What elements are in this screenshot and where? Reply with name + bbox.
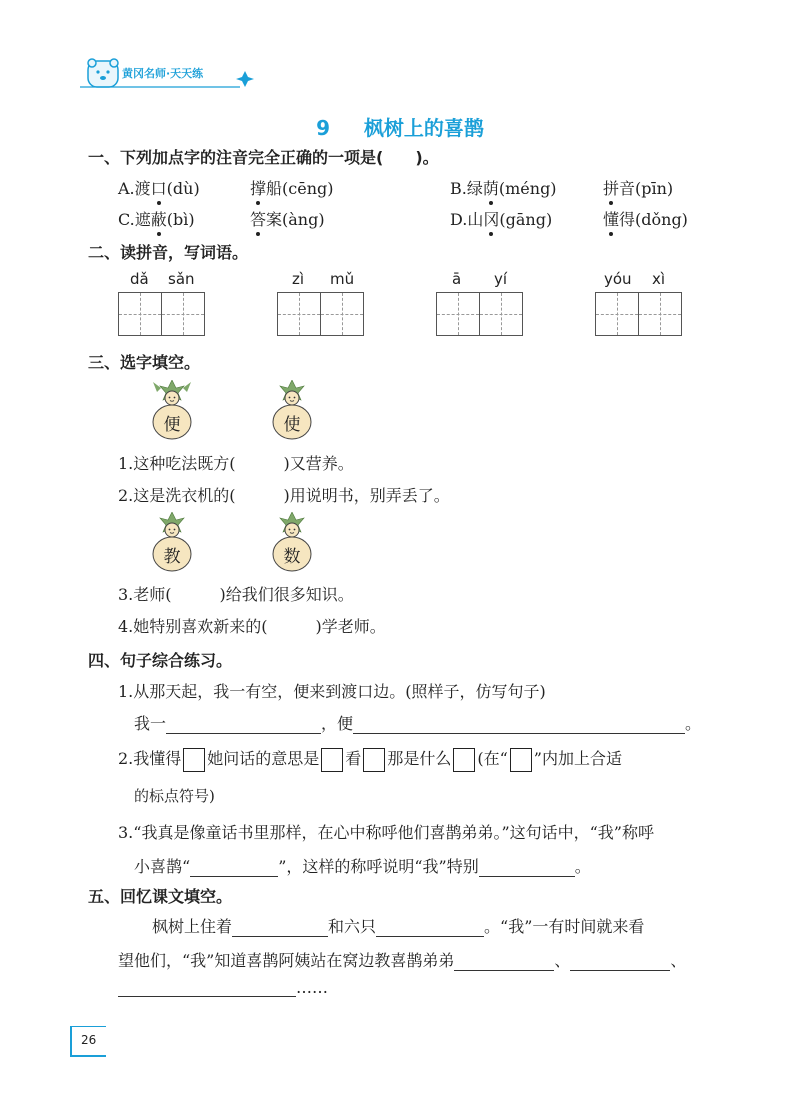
brand-text: 黄冈名师·天天练 bbox=[122, 67, 204, 80]
s3-question-2[interactable]: 2.这是洗衣机的( )用说明书，别弄丢了。 bbox=[118, 486, 450, 505]
writing-grid-2[interactable] bbox=[277, 292, 364, 336]
pinyin-4a: yóu bbox=[604, 270, 632, 288]
gourd-char: 数 bbox=[283, 547, 301, 567]
gourd-option-shu bbox=[267, 512, 317, 574]
page-number: 26 bbox=[81, 1033, 97, 1047]
blank-line bbox=[570, 954, 670, 971]
s5-line-1[interactable]: 枫树上住着 和六只 。“我”一有时间就来看 bbox=[152, 917, 645, 936]
blank-line bbox=[479, 860, 575, 877]
option-c-word2: 答案(àng) bbox=[250, 210, 325, 229]
pinyin-2b: mǔ bbox=[330, 270, 355, 288]
pinyin-2a: zì bbox=[292, 270, 305, 288]
pinyin-1b: sǎn bbox=[168, 270, 195, 288]
writing-grid-3[interactable] bbox=[436, 292, 523, 336]
option-d-word2: 懂得(dǒng) bbox=[603, 210, 688, 229]
s4-question-2[interactable]: 2.我懂得 她问话的意思是 看 那是什么 (在“ ”内加上合适 bbox=[118, 746, 622, 772]
option-b-word2: 拼音(pīn) bbox=[603, 179, 674, 198]
section1-heading: 一、下列加点字的注音完全正确的一项是( )。 bbox=[88, 148, 439, 167]
gourd-char: 使 bbox=[283, 415, 301, 435]
s4-question-3: 3.“我真是像童话书里那样，在心中称呼他们喜鹊弟弟。”这句话中，“我”称呼 bbox=[118, 823, 654, 842]
option-d[interactable]: D.山冈(gāng) bbox=[450, 210, 553, 229]
s5-line-2[interactable]: 望他们，“我”知道喜鹊阿姨站在窝边教喜鹊弟弟 、 、 bbox=[118, 951, 687, 970]
section4-heading: 四、句子综合练习。 bbox=[88, 651, 233, 670]
s3-question-4[interactable]: 4.她特别喜欢新来的( )学老师。 bbox=[118, 617, 386, 636]
writing-grid-1[interactable] bbox=[118, 292, 205, 336]
section3-heading: 三、选字填空。 bbox=[88, 353, 201, 372]
s4-question-1: 1.从那天起，我一有空，便来到渡口边。(照样子，仿写句子) bbox=[118, 682, 546, 701]
page-number-frame bbox=[70, 1026, 106, 1057]
gourd-option-bian bbox=[147, 380, 197, 442]
punctuation-box bbox=[453, 748, 475, 772]
s4-q3-answer[interactable]: 小喜鹊“ ”，这样的称呼说明“我”特别 。 bbox=[134, 857, 591, 876]
s3-question-3[interactable]: 3.老师( )给我们很多知识。 bbox=[118, 585, 354, 604]
blank-line bbox=[232, 920, 328, 937]
option-b[interactable]: B.绿荫(méng) bbox=[450, 179, 557, 198]
lesson-number: 9 bbox=[316, 116, 330, 140]
punctuation-box bbox=[321, 748, 343, 772]
punctuation-box-sample bbox=[510, 748, 532, 772]
pinyin-3a: ā bbox=[452, 270, 462, 288]
blank-line bbox=[353, 717, 685, 734]
gourd-option-jiao bbox=[147, 512, 197, 574]
option-a[interactable]: A.渡口(dù) bbox=[118, 179, 200, 198]
page-title bbox=[0, 112, 800, 141]
s3-question-1[interactable]: 1.这种吃法既方( )又营养。 bbox=[118, 454, 354, 473]
gourd-char: 便 bbox=[163, 415, 181, 435]
punctuation-box bbox=[363, 748, 385, 772]
blank-line bbox=[166, 717, 321, 734]
section5-heading: 五、回忆课文填空。 bbox=[88, 887, 233, 906]
writing-grid-4[interactable] bbox=[595, 292, 682, 336]
blank-line bbox=[376, 920, 484, 937]
s4-question-2-cont: 的标点符号) bbox=[134, 787, 215, 805]
gourd-char: 教 bbox=[163, 547, 181, 567]
blank-line bbox=[454, 954, 554, 971]
option-a-word2: 撑船(cēng) bbox=[250, 179, 334, 198]
s4-q1-answer[interactable]: 我一 ，便 。 bbox=[134, 714, 702, 733]
option-c[interactable]: C.遮蔽(bì) bbox=[118, 210, 195, 229]
pinyin-3b: yí bbox=[494, 270, 508, 288]
gourd-option-shi bbox=[267, 380, 317, 442]
blank-line bbox=[118, 980, 296, 997]
punctuation-box bbox=[183, 748, 205, 772]
pinyin-1a: dǎ bbox=[130, 270, 149, 288]
lesson-title: 枫树上的喜鹊 bbox=[363, 116, 484, 140]
header-brand bbox=[80, 55, 270, 91]
section2-heading: 二、读拼音，写词语。 bbox=[88, 243, 249, 262]
blank-line bbox=[190, 860, 278, 877]
s5-line-3[interactable]: …… bbox=[118, 978, 328, 997]
pinyin-4b: xì bbox=[652, 270, 666, 288]
